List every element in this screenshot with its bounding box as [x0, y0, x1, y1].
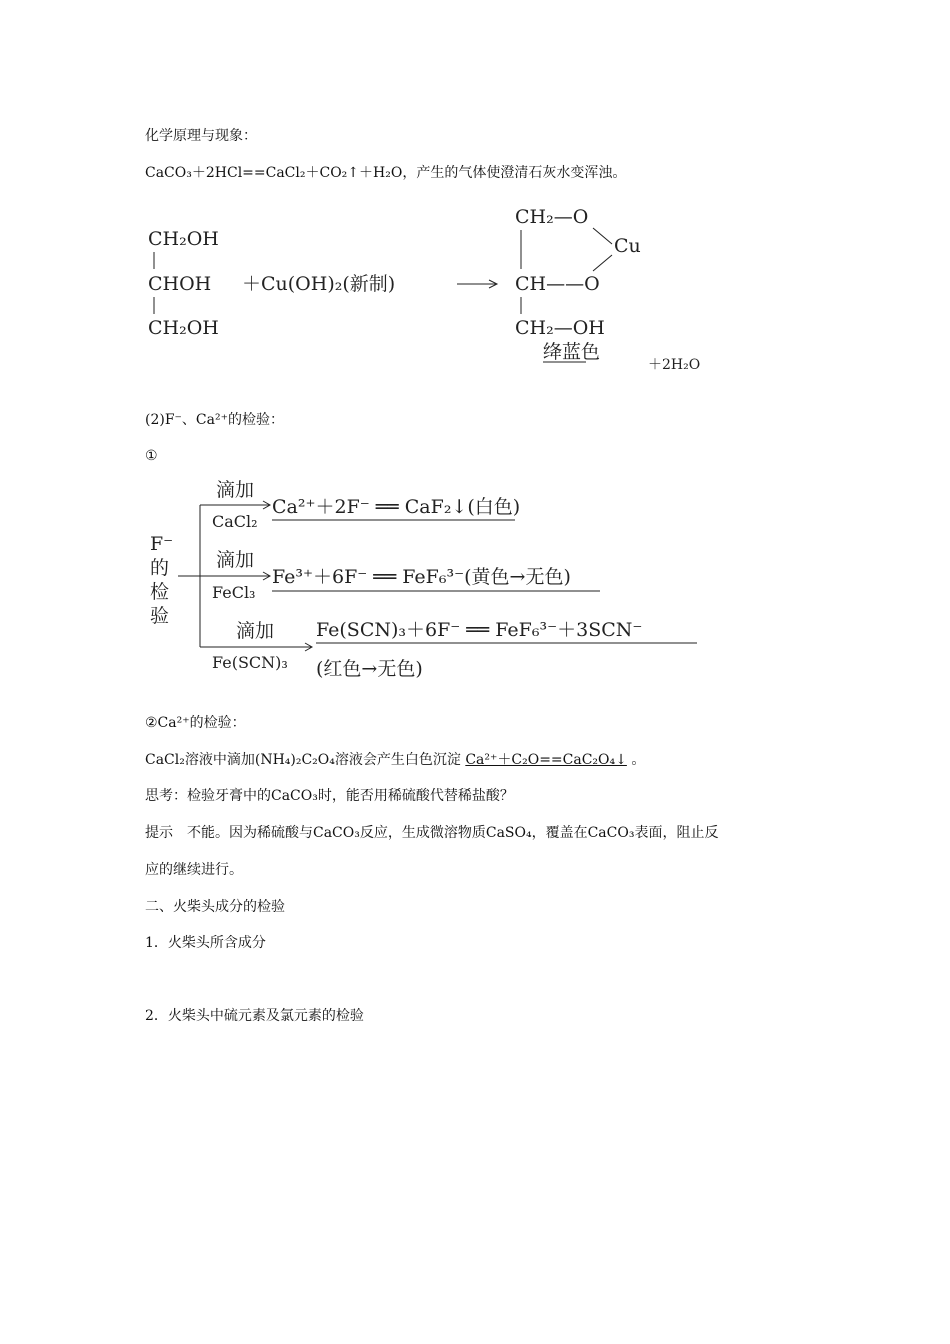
product-color-label: 绛蓝色 [543, 341, 601, 363]
glycerol-line3: CH₂OH [148, 317, 219, 339]
branch1-above: 滴加 [216, 479, 255, 501]
product-line3: CH₂—OH [515, 317, 605, 339]
reagent-text: ＋Cu(OH)₂(新制) [242, 273, 396, 295]
water-product: ＋2H₂O [648, 357, 701, 373]
branch2-below: FeCl₃ [212, 583, 256, 602]
ca-test-title: ②Ca²⁺的检验： [145, 715, 246, 731]
branch2-above: 滴加 [216, 549, 255, 571]
section-title-match: 二、火柴头成分的检验 [145, 899, 285, 915]
hint-line-1: 提示 不能。因为稀硫酸与CaCO₃反应，生成微溶物质CaSO₄，覆盖在CaCO₃表面，阻止反 [145, 825, 719, 841]
branch2-equation: Fe³⁺＋6F⁻ ══ FeF₆³⁻(黄色→无色) [272, 566, 571, 588]
fluoride-label-char: 的 [150, 557, 170, 579]
ca-test-equation: Ca²⁺＋C₂O==CaC₂O₄↓ [465, 752, 627, 768]
fluoride-label-char: 验 [150, 605, 170, 627]
fluoride-label: F⁻ [150, 533, 174, 555]
ca-test-description: CaCl₂溶液中滴加(NH₄)₂C₂O₄溶液会产生白色沉淀 [145, 752, 461, 768]
reaction-equation: CaCO₃＋2HCl==CaCl₂＋CO₂↑＋H₂O，产生的气体使澄清石灰水变浑浊。 [145, 165, 627, 181]
branch3-above: 滴加 [236, 620, 275, 642]
principle-heading: 化学原理与现象： [145, 128, 257, 144]
item-2: 2．火柴头中硫元素及氯元素的检验 [145, 1008, 364, 1024]
product-line1: CH₂—O [515, 206, 589, 228]
branch1-equation: Ca²⁺＋2F⁻ ══ CaF₂↓(白色) [272, 496, 521, 518]
item-1: 1．火柴头所含成分 [145, 935, 266, 951]
glycerol-line1: CH₂OH [148, 228, 219, 250]
product-line2: CH——O [515, 273, 600, 295]
ca-test-text [145, 750, 645, 770]
think-question: 思考：检验牙膏中的CaCO₃时，能否用稀硫酸代替稀盐酸？ [145, 788, 514, 804]
branch1-below: CaCl₂ [212, 512, 258, 531]
branch3-below: Fe(SCN)₃ [212, 653, 288, 672]
section-title-f-ca: (2)F⁻、Ca²⁺的检验： [145, 412, 284, 428]
glycerol-line2: CHOH [148, 273, 212, 295]
fluoride-label-char: 检 [150, 581, 170, 603]
ca-test-end: 。 [631, 752, 646, 768]
circle-number-1: ① [145, 448, 158, 464]
branch3-equation: Fe(SCN)₃＋6F⁻ ══ FeF₆³⁻＋3SCN⁻ [316, 619, 643, 641]
hint-line-2: 应的继续进行。 [145, 862, 243, 878]
branch3-color: (红色→无色) [316, 658, 423, 680]
copper-label: Cu [614, 235, 641, 257]
